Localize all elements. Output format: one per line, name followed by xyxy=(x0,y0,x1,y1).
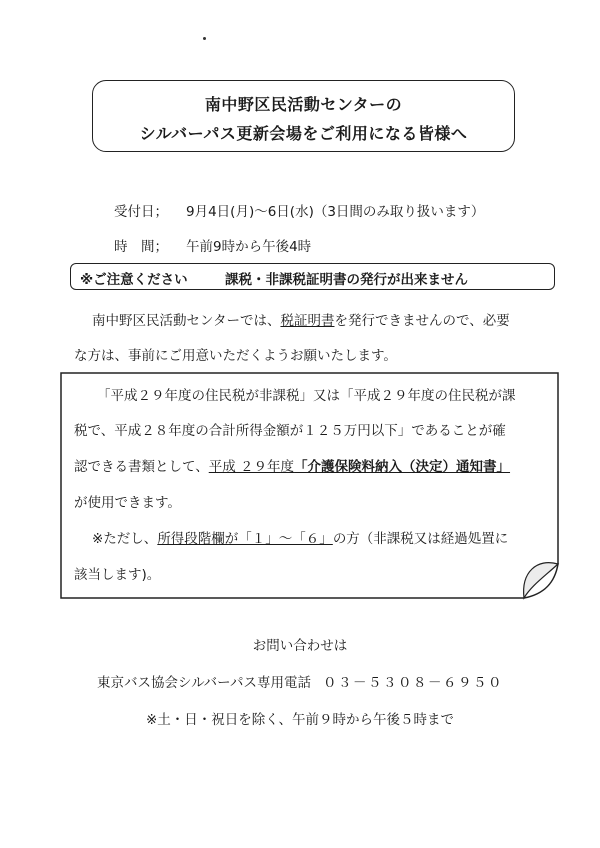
fiscal-year-term: 平成 ２９年度 xyxy=(208,459,295,475)
contact-phone: ０３－５３０８－６９５０ xyxy=(323,675,504,691)
scroll-line-3-text: 認できる書類として、 xyxy=(74,459,209,475)
scroll-line-1: 「平成２９年度の住民税が非課税」又は「平成２９年度の住民税が課 xyxy=(97,388,516,404)
notice-head: ※ご注意ください xyxy=(80,272,188,288)
care-insurance-notice-term: 「介護保険料納入（決定）通知書」 xyxy=(294,459,511,475)
notice-body: 課税・非課税証明書の発行が出来ません xyxy=(225,272,468,288)
reception-value: 9月4日(月)～6日(水)（3日間のみ取り扱います） xyxy=(186,204,485,220)
scroll-line-5-text-b: の方（非課税又は経過処置に xyxy=(332,531,509,547)
title-line-1: 南中野区民活動センターの xyxy=(204,95,403,114)
contact-phone-row xyxy=(0,671,600,691)
scroll-line-4: が使用できます。 xyxy=(74,495,181,511)
hours-row xyxy=(114,235,311,255)
title-line-2: シルバーパス更新会場をご利用になる皆様へ xyxy=(139,124,468,143)
reception-label: 受付日； xyxy=(114,204,168,220)
hours-label: 時 間； xyxy=(114,239,168,255)
reception-row xyxy=(114,200,484,220)
scroll-line-6: 該当します)。 xyxy=(74,567,161,583)
tax-certificate-term: 税証明書 xyxy=(280,313,335,329)
intro-text-a: 南中野区民活動センターでは、 xyxy=(92,313,281,329)
scroll-line-5 xyxy=(92,527,508,547)
speck xyxy=(203,37,206,40)
intro-text-b: を発行できませんので、必要 xyxy=(334,313,510,329)
scroll-line-3 xyxy=(74,455,510,475)
contact-hours-note: ※土・日・祝日を除く、午前９時から午後５時まで xyxy=(145,712,455,728)
contact-heading: お問い合わせは xyxy=(252,638,348,654)
intro-line-1 xyxy=(92,309,510,329)
scroll-line-5-text-a: ※ただし、 xyxy=(92,531,158,547)
scroll-line-2: 税で、平成２８年度の合計所得金額が１２５万円以下」であることが確 xyxy=(74,423,506,439)
title-box xyxy=(92,80,515,152)
notice-box xyxy=(70,263,555,290)
income-bracket-term: 所得段階欄が「１」～「６」 xyxy=(157,531,333,547)
hours-value: 午前9時から午後4時 xyxy=(186,239,312,255)
intro-line-2: な方は、事前にご用意いただくようお願いたします。 xyxy=(74,348,397,364)
contact-org: 東京バス協会シルバーパス専用電話 xyxy=(96,675,312,691)
